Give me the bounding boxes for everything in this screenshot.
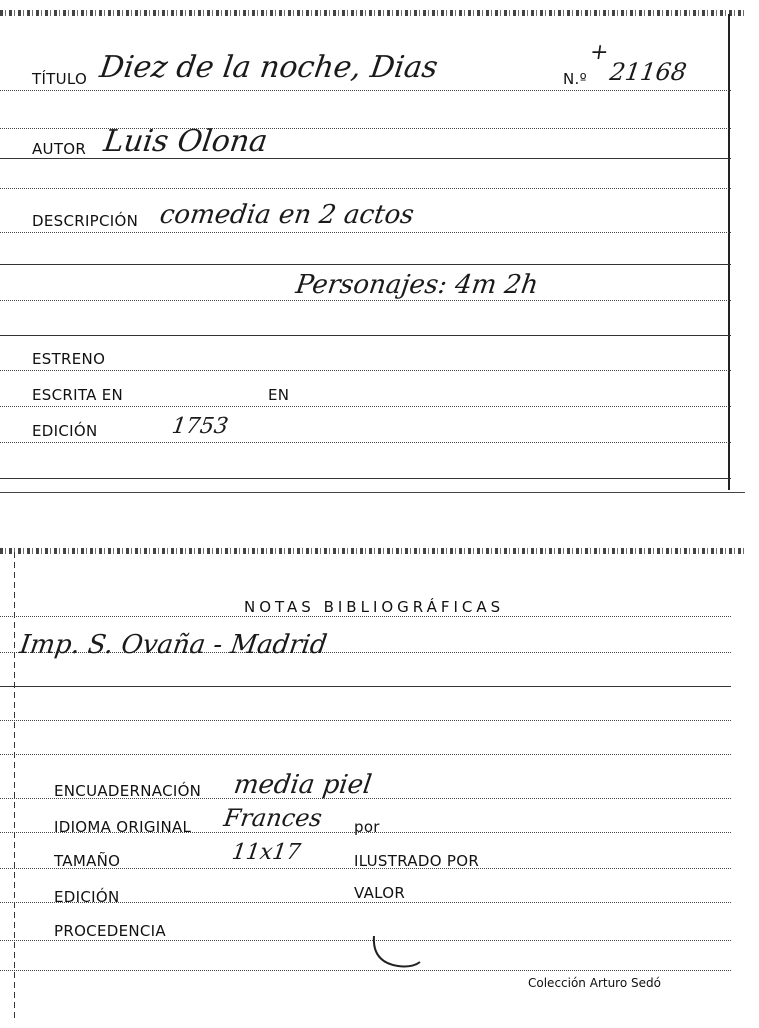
encuadernacion-value: media piel <box>231 770 374 800</box>
idioma-label: IDIOMA ORIGINAL <box>54 818 192 836</box>
idioma-value: Frances <box>222 804 324 832</box>
estreno-label: ESTRENO <box>32 350 106 368</box>
numero-label: N.º <box>563 70 587 88</box>
rule-line <box>0 970 731 971</box>
rule-line <box>0 940 731 941</box>
collection-credit: Colección Arturo Sedó <box>528 976 661 990</box>
por-label: por <box>354 818 380 836</box>
catalog-card-back <box>0 548 745 1020</box>
rule-line <box>0 370 731 371</box>
card-torn-edge <box>0 10 745 16</box>
rule-line <box>0 686 731 687</box>
edicion-value: 1753 <box>170 414 230 439</box>
encuadernacion-label: ENCUADERNACIÓN <box>54 782 202 800</box>
card-separator <box>0 492 745 493</box>
escrita-en-label: ESCRITA EN <box>32 386 124 404</box>
rule-line <box>0 335 731 336</box>
rule-line <box>0 232 731 233</box>
notes-value: Imp. S. Ovaña - Madrid <box>17 630 329 660</box>
autor-value: Luis Olona <box>101 124 270 159</box>
card-left-border <box>14 552 15 1020</box>
titulo-value: Diez de la noche, Dias <box>97 50 440 85</box>
ilustrado-label: ILUSTRADO POR <box>354 852 480 870</box>
valor-label: VALOR <box>354 884 406 902</box>
edicion-label: EDICIÓN <box>32 422 98 440</box>
rule-line <box>0 188 731 189</box>
descripcion-value: comedia en 2 actos <box>157 200 416 230</box>
card-right-border <box>728 14 730 490</box>
notas-heading: NOTAS BIBLIOGRÁFICAS <box>244 598 505 616</box>
descripcion-label: DESCRIPCIÓN <box>32 212 139 230</box>
rule-line <box>0 720 731 721</box>
rule-line <box>0 90 731 91</box>
rule-line <box>0 478 731 479</box>
rule-line <box>0 442 731 443</box>
numero-value: 21168 <box>608 58 689 86</box>
rule-line <box>0 754 731 755</box>
numero-mark: + <box>588 40 611 65</box>
personajes-value: Personajes: 4m 2h <box>293 270 541 300</box>
autor-label: AUTOR <box>32 140 87 158</box>
catalog-card-front <box>0 10 745 490</box>
rule-line <box>0 300 731 301</box>
card-torn-edge <box>0 548 745 554</box>
en-label: EN <box>268 386 290 404</box>
tamano-label: TAMAÑO <box>54 852 121 870</box>
rule-line <box>0 406 731 407</box>
procedencia-label: PROCEDENCIA <box>54 922 166 940</box>
titulo-label: TÍTULO <box>32 70 88 88</box>
edicion-label-back: EDICIÓN <box>54 888 120 906</box>
rule-line <box>0 616 731 617</box>
rule-line <box>0 264 731 265</box>
pen-stroke-mark <box>368 932 428 976</box>
tamano-value: 11x17 <box>230 840 303 865</box>
